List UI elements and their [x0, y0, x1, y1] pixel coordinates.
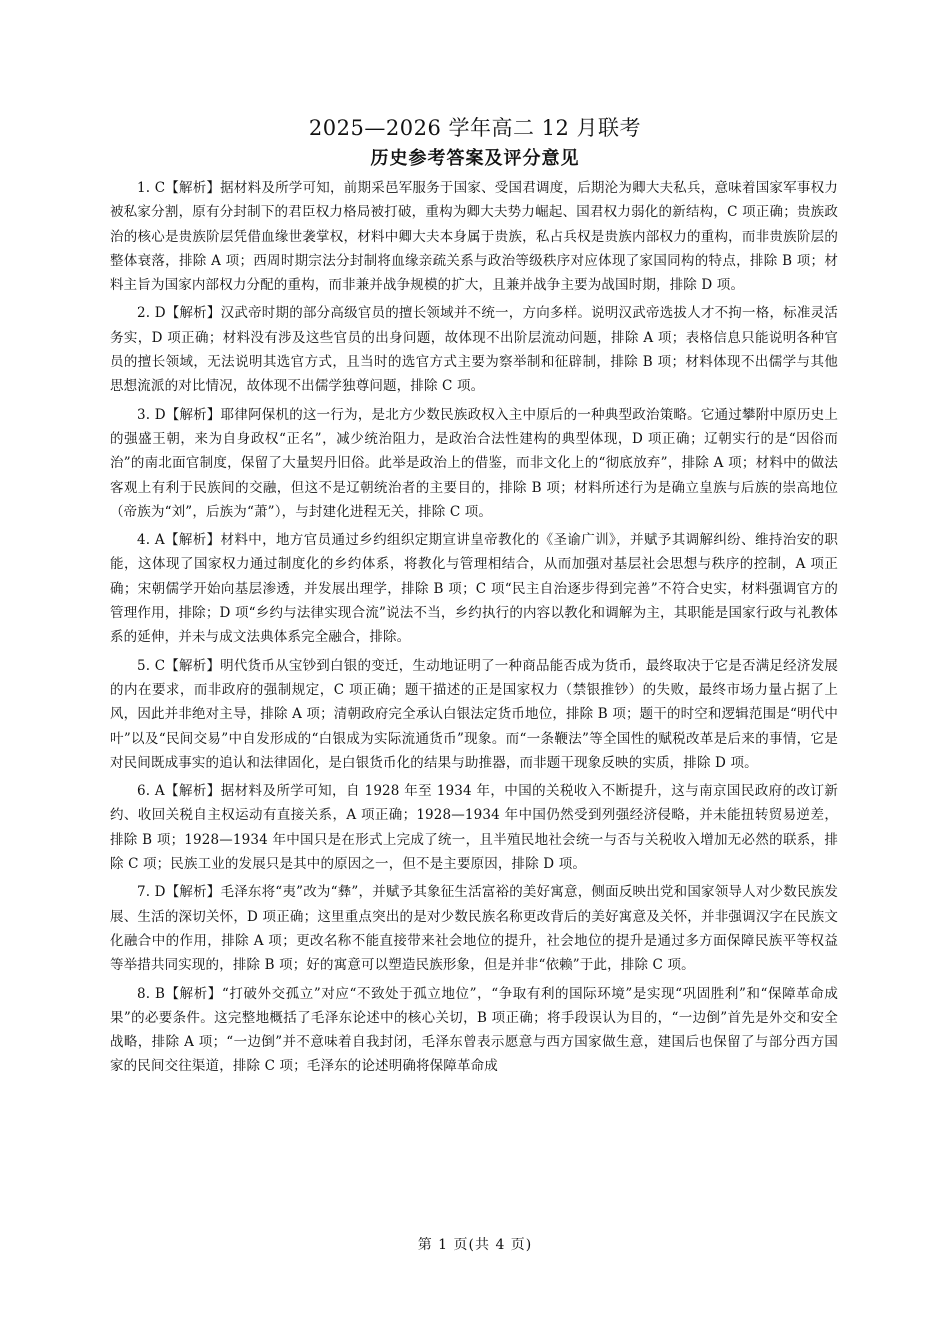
document-title: 2025—2026 学年高二 12 月联考: [308, 116, 642, 140]
page-number: 第 1 页(共 4 页): [417, 1237, 533, 1253]
answer-paragraph-8: 8. B【解析】“打破外交孤立”对应“不致处于孤立地位”，“争取有利的国际环境”是实现“巩固胜利”和“保障革命成果”的必要条件。这完整地概括了毛泽东论述中的核心关切，B 项正确；将手段误认为目的，“一边倒”首先是外交和安全战略，排除 A 项；“一边倒”并不意味着自我封闭，毛泽东曾表示愿意与西方国家做生意，建国后也保留了与部分西方国家的民间交往渠道，排除 C 项；毛泽东的论述明确将保障革命成: [110, 985, 838, 1075]
answer-content: [110, 176, 838, 1083]
answer-paragraph-1: 1. C【解析】据材料及所学可知，前期采邑军服务于国家、受国君调度，后期沦为卿大夫私兵，意味着国家军事权力被私家分割，原有分封制下的君臣权力格局被打破，重构为卿大夫势力崛起、国君权力弱化的新结构，C 项正确；贵族政治的核心是贵族阶层凭借血缘世袭掌权，材料中卿大夫本身属于贵族，私占兵权是贵族内部权力的重构，而非贵族阶层的整体衰落，排除 A 项；西周时期宗法分封制将血缘亲疏关系与政治等级秩序对应体现了家国同构的特点，排除 B 项；材料主旨为国家内部权力分配的重构，而非兼并战争规模的扩大，且兼并战争主要为战国时期，排除 D 项。: [110, 180, 838, 294]
answer-paragraph-5: 5. C【解析】明代货币从宝钞到白银的变迁，生动地证明了一种商品能否成为货币，最终取决于它是否满足经济发展的内在要求，而非政府的强制规定，C 项正确；题干描述的正是国家权力（禁银推钞）的失败，最终市场力量占据了上风，因此并非绝对主导，排除 A 项；清朝政府完全承认白银法定货币地位，排除 B 项；题干的时空和逻辑范围是“明代中叶”以及“民间交易”中自发形成的“白银成为实际流通货币”现象。而“一条鞭法”等全国性的赋税改革是后来的事情，它是对民间既成事实的追认和法律固化，是白银货币化的结果与助推器，而非题干现象反映的实质，排除 D 项。: [110, 657, 838, 771]
document-subtitle: 历史参考答案及评分意见: [370, 148, 580, 169]
answer-paragraph-6: 6. A【解析】据材料及所学可知，自 1928 年至 1934 年，中国的关税收入不断提升，这与南京国民政府的改订新约、收回关税自主权运动有直接关系，A 项正确；1928—1934 年中国仍然受到列强经济侵略，并未能扭转贸易逆差，排除 B 项；1928—1934 年中国只是在形式上完成了统一，且半殖民地社会统一与否与关税收入增加无必然的联系，排除 C 项；民族工业的发展只是其中的原因之一，但不是主要原因，排除 D 项。: [110, 783, 838, 873]
answer-paragraph-3: 3. D【解析】耶律阿保机的这一行为，是北方少数民族政权入主中原后的一种典型政治策略。它通过攀附中原历史上的强盛王朝，来为自身政权“正名”，减少统治阻力，是政治合法性建构的典型体现，D 项正确；辽朝实行的是“因俗而治”的南北面官制度，保留了大量契丹旧俗。此举是政治上的借鉴，而非文化上的“彻底放弃”，排除 A 项；材料中的做法客观上有利于民族间的交融，但这不是辽朝统治者的主要目的，排除 B 项；材料所述行为是确立皇族与后族的崇高地位（帝族为“刘”，后族为“萧”），与封建化进程无关，排除 C 项。: [110, 406, 838, 520]
answer-paragraph-7: 7. D【解析】毛泽东将“夷”改为“彝”，并赋予其象征生活富裕的美好寓意，侧面反映出党和国家领导人对少数民族发展、生活的深切关怀，D 项正确；这里重点突出的是对少数民族名称更改背后的美好寓意及关怀，并非强调汉字在民族文化融合中的作用，排除 A 项；更改名称不能直接带来社会地位的提升，社会地位的提升是通过多方面保障民族平等权益等举措共同实现的，排除 B 项；好的寓意可以塑造民族形象，但是并非“依赖”于此，排除 C 项。: [110, 884, 838, 974]
answer-paragraph-4: 4. A【解析】材料中，地方官员通过乡约组织定期宣讲皇帝教化的《圣谕广训》，并赋予其调解纠纷、维持治安的职能，这体现了国家权力通过制度化的乡约体系，将教化与管理相结合，从而加强对基层社会思想与秩序的控制，A 项正确；宋朝儒学开始向基层渗透，并发展出理学，排除 B 项；C 项“民主自治逐步得到完善”不符合史实，材料强调官方的管理作用，排除；D 项“乡约与法律实现合流”说法不当，乡约执行的内容以教化和调解为主，其职能是国家行政与礼教体系的延伸，并未与成文法典体系完全融合，排除。: [110, 532, 838, 646]
answer-paragraph-2: 2. D【解析】汉武帝时期的部分高级官员的擅长领域并不统一，方向多样。说明汉武帝选拔人才不拘一格，标准灵活务实，D 项正确；材料没有涉及这些官员的出身问题，故体现不出阶层流动问题，排除 A 项；表格信息只能说明各种官员的擅长领域，无法说明其选官方式，且当时的选官方式主要为察举制和征辟制，排除 B 项；材料体现不出儒学与其他思想流派的对比情况，故体现不出儒学独尊问题，排除 C 项。: [110, 305, 838, 395]
